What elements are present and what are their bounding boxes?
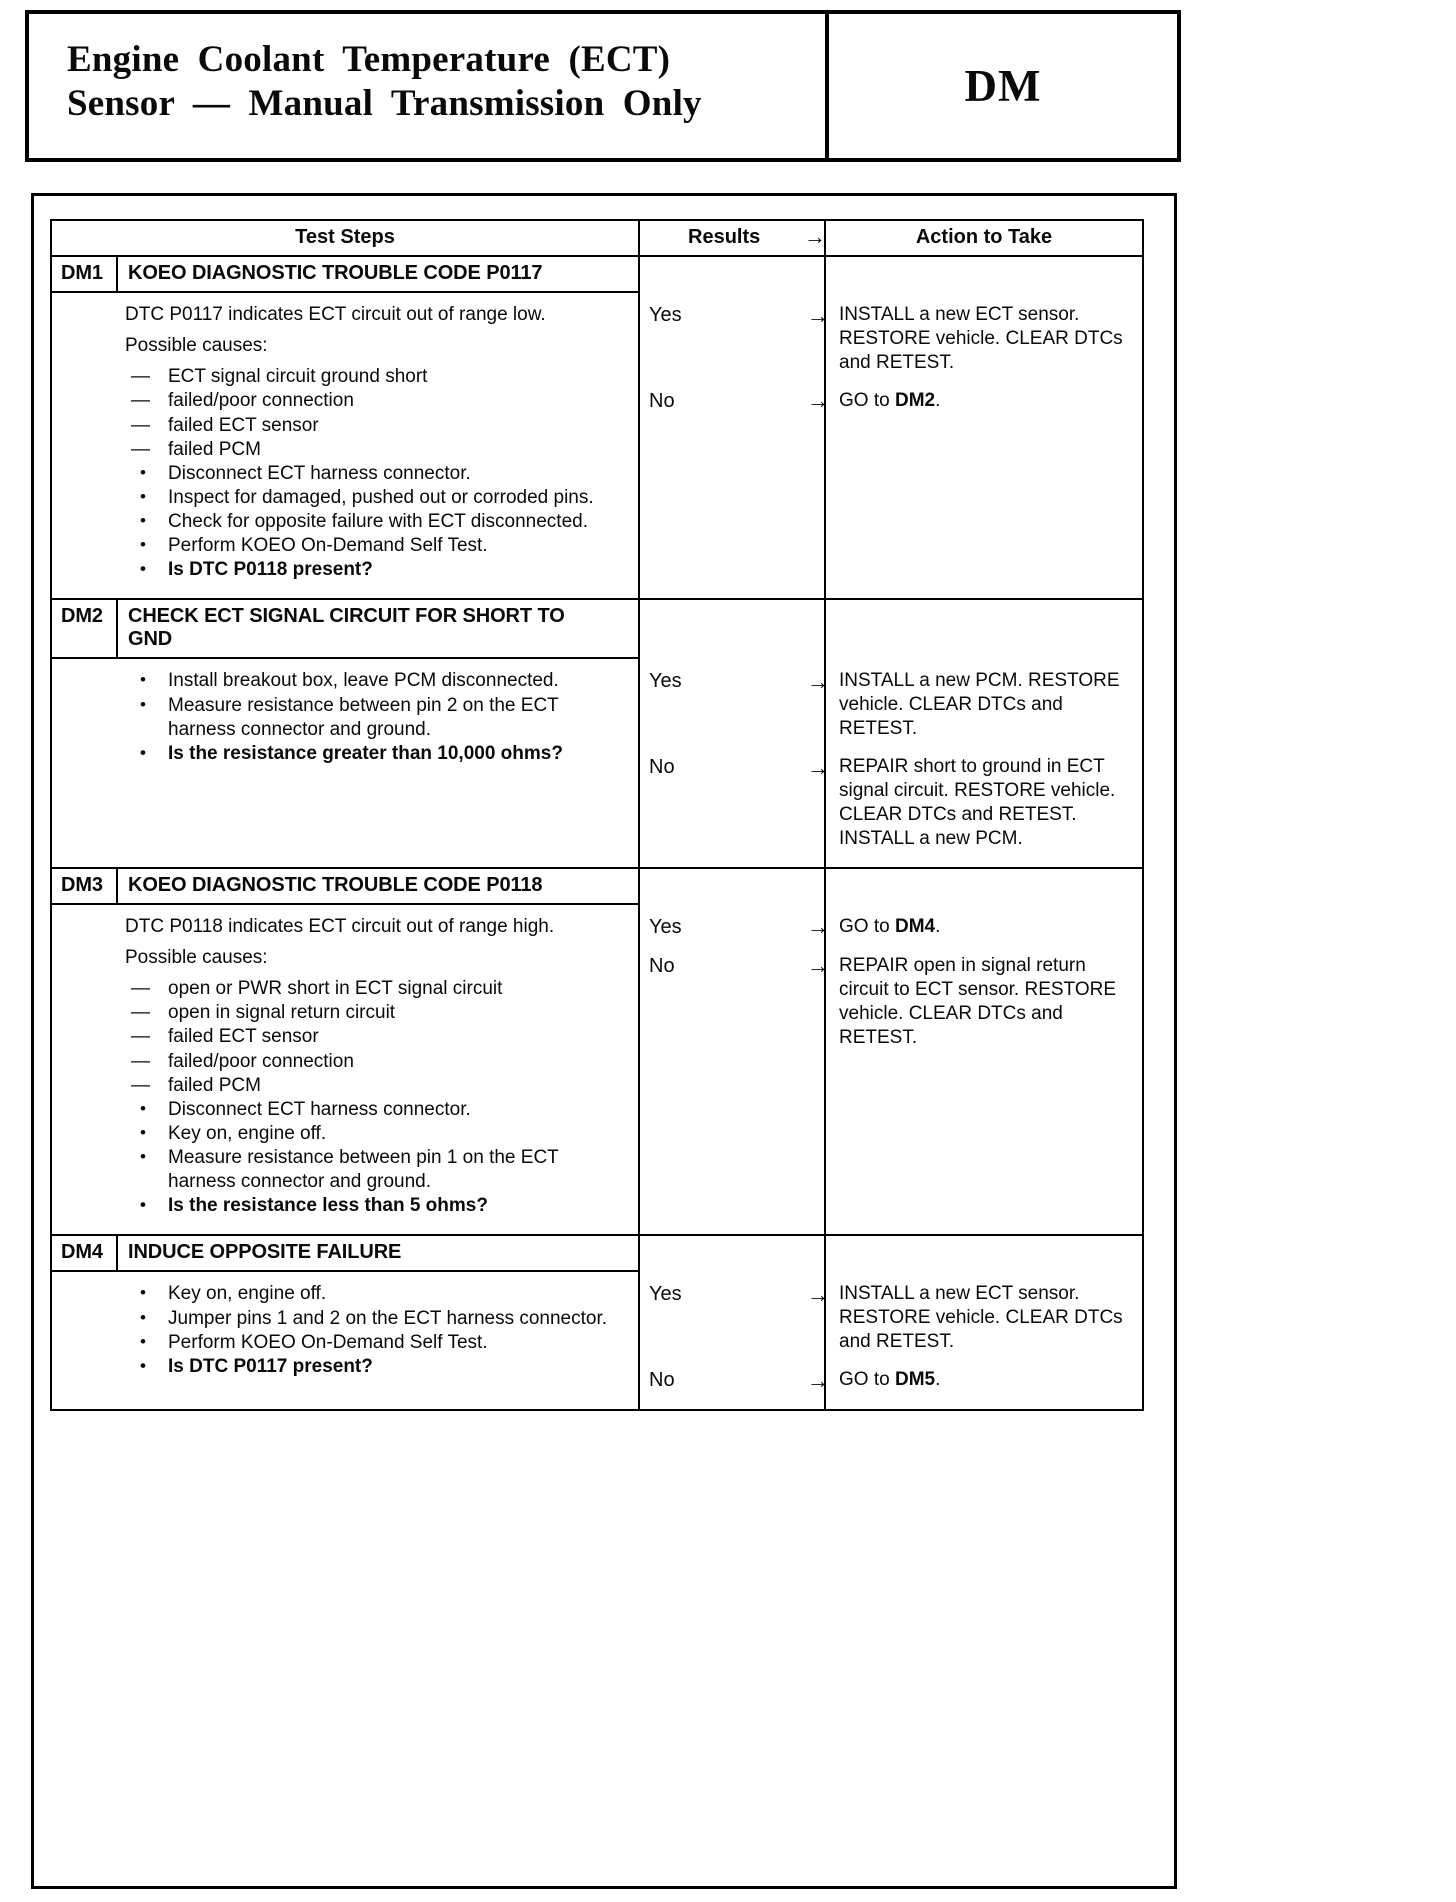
action-segment: DM2 [894, 389, 936, 411]
content-box [31, 193, 1177, 1889]
bullet-icon: • [140, 1307, 146, 1327]
bullet-icon: • [140, 1122, 146, 1142]
action-segment: GO to [839, 389, 895, 411]
action-text [826, 954, 1142, 1050]
results-list [640, 600, 1142, 867]
line-text: Inspect for damaged, pushed out or corroded pins. [168, 486, 594, 508]
action-text [826, 303, 1142, 375]
test-steps-cell [52, 1236, 640, 1409]
dash-icon: — [131, 978, 150, 1000]
action-segment: . [935, 389, 941, 411]
step-title-bar [52, 257, 638, 293]
results-action-cell [640, 600, 1142, 867]
document-header [25, 10, 1181, 162]
action-segment: DM5 [894, 1369, 936, 1391]
result-action-row [640, 389, 1142, 414]
result-label: Yes [649, 670, 682, 693]
bullet-icon: • [140, 1098, 146, 1118]
action-segment: GO to [839, 915, 895, 937]
steps-container [52, 257, 1142, 1409]
arrow-right-icon: → [807, 953, 829, 979]
step-paragraph [125, 915, 610, 939]
result-action-row [640, 915, 1142, 940]
step-paragraph [125, 946, 610, 970]
test-steps-cell [52, 600, 640, 867]
line-text: Possible causes: [125, 947, 268, 969]
bullet-icon: • [140, 1355, 146, 1375]
result-answer [640, 1281, 829, 1307]
line-text: Disconnect ECT harness connector. [168, 1098, 471, 1120]
arrow-right-icon: → [807, 388, 829, 414]
step-dash-item [125, 1001, 610, 1025]
result-label: No [649, 1369, 675, 1392]
line-text: failed PCM [168, 438, 261, 460]
step-bullet-item [125, 1307, 610, 1331]
result-answer [640, 668, 829, 694]
result-action-row [640, 755, 1142, 851]
bullet-icon: • [140, 462, 146, 482]
step-dash-item [125, 1025, 610, 1049]
step-bullet-item [125, 1122, 610, 1146]
bullet-icon: • [140, 486, 146, 506]
line-text: Is DTC P0118 present? [168, 559, 373, 581]
bullet-icon: • [140, 1331, 146, 1351]
arrow-right-icon: → [807, 754, 829, 780]
step-body [52, 659, 638, 782]
dash-icon: — [131, 1050, 150, 1072]
table-header-row [52, 221, 1142, 257]
action-text [826, 1282, 1142, 1354]
arrow-right-icon: → [807, 914, 829, 940]
line-text: Perform KOEO On-Demand Self Test. [168, 535, 488, 557]
line-text: Jumper pins 1 and 2 on the ECT harness connector. [168, 1307, 608, 1329]
arrow-right-icon: → [807, 302, 829, 328]
results-list [640, 257, 1142, 430]
page-title-line1: Engine Coolant Temperature (ECT) [67, 39, 671, 80]
page-title-line2: Sensor — Manual Transmission Only [67, 83, 702, 125]
bullet-icon: • [140, 1195, 146, 1215]
results-list [640, 869, 1142, 1066]
line-text: Check for opposite failure with ECT disconnected. [168, 511, 588, 532]
bullet-icon: • [140, 1147, 146, 1167]
line-text: ECT signal circuit ground short [168, 366, 428, 388]
line-text: Measure resistance between pin 2 on the ECT harness connector and ground. [168, 694, 559, 740]
arrow-right-icon: → [807, 1367, 829, 1393]
action-text [826, 389, 1142, 413]
results-action-cell [640, 1236, 1142, 1409]
step-title: KOEO DIAGNOSTIC TROUBLE CODE P0117 [128, 262, 543, 284]
result-label: No [649, 954, 675, 977]
step-bullet-item [125, 1146, 610, 1194]
result-answer [640, 1367, 829, 1393]
step-bullet-item [125, 694, 610, 742]
action-segment: REPAIR open in signal return circuit to ECT sensor. RESTORE vehicle. CLEAR DTCs and RETEST. [839, 954, 1116, 1048]
action-text [826, 755, 1142, 851]
line-text: Is the resistance greater than 10,000 ohms? [168, 742, 563, 764]
result-action-row [640, 303, 1142, 375]
bullet-icon: • [140, 670, 146, 690]
action-segment: . [935, 1369, 941, 1391]
line-text: Possible causes: [125, 335, 268, 357]
section-code: DM [964, 61, 1042, 111]
step-id: DM1 [52, 257, 118, 291]
result-answer [640, 914, 829, 940]
action-segment: INSTALL a new ECT sensor. RESTORE vehicle. CLEAR DTCs and RETEST. [839, 1283, 1123, 1353]
step-paragraph [125, 334, 610, 358]
result-action-row [640, 1282, 1142, 1354]
step-id: DM2 [52, 600, 118, 657]
step-dash-item [125, 1050, 610, 1074]
step-bullet-item [125, 1282, 610, 1306]
line-text: failed/poor connection [168, 1050, 354, 1072]
arrow-right-icon: → [807, 1281, 829, 1307]
line-text: Is DTC P0117 present? [168, 1355, 373, 1377]
step-title-bar [52, 600, 638, 659]
step-bullet-item [125, 1331, 610, 1355]
line-text: failed PCM [168, 1074, 261, 1096]
bullet-icon: • [140, 511, 146, 530]
step-bullet-item [125, 510, 610, 534]
test-steps-cell [52, 257, 640, 598]
dash-icon: — [131, 1026, 150, 1048]
step-body [52, 905, 638, 1235]
results-action-cell [640, 257, 1142, 598]
result-label: Yes [649, 1283, 682, 1306]
step-bullet-item [125, 462, 610, 486]
results-action-divider [824, 600, 826, 867]
page-title [67, 38, 825, 127]
document-header-right [825, 14, 1177, 158]
step-bullet-item [125, 1194, 610, 1218]
column-header-action: Action to Take [915, 226, 1053, 248]
action-segment: REPAIR short to ground in ECT signal circuit. RESTORE vehicle. CLEAR DTCs and RETEST. INSTALL a new PCM. [839, 756, 1116, 849]
step-id: DM4 [52, 1236, 118, 1270]
line-text: open or PWR short in ECT signal circuit [168, 978, 503, 1000]
action-segment: . [935, 915, 941, 937]
test-step-dm3 [52, 867, 1142, 1235]
action-text [826, 669, 1142, 741]
test-step-dm4 [52, 1234, 1142, 1409]
step-title-bar [52, 1236, 638, 1272]
line-text: failed ECT sensor [168, 1026, 319, 1048]
step-bullet-item [125, 1098, 610, 1122]
step-bullet-item [125, 558, 610, 582]
step-title: KOEO DIAGNOSTIC TROUBLE CODE P0118 [128, 873, 543, 896]
document-header-left [29, 14, 825, 158]
step-bullet-item [125, 669, 610, 693]
dash-icon: — [131, 414, 150, 436]
dash-icon: — [131, 390, 150, 412]
line-text: Perform KOEO On-Demand Self Test. [168, 1331, 488, 1353]
test-step-dm2 [52, 598, 1142, 867]
line-text: Key on, engine off. [168, 1122, 327, 1144]
result-label: No [649, 756, 675, 779]
arrow-right-icon: → [804, 224, 826, 250]
step-title: CHECK ECT SIGNAL CIRCUIT FOR SHORT TO GND [128, 605, 565, 651]
dash-icon: — [131, 366, 150, 388]
step-dash-item [125, 365, 610, 389]
result-action-row [640, 669, 1142, 741]
results-action-cell [640, 869, 1142, 1235]
step-dash-item [125, 438, 610, 462]
result-label: No [649, 389, 675, 412]
step-bullet-item [125, 742, 610, 766]
action-segment: INSTALL a new ECT sensor. RESTORE vehicle. CLEAR DTCs and RETEST. [839, 304, 1123, 373]
dash-icon: — [131, 1002, 150, 1024]
result-label: Yes [649, 304, 682, 326]
dash-icon: — [131, 438, 150, 460]
bullet-icon: • [140, 535, 146, 555]
bullet-icon: • [140, 559, 146, 579]
result-answer [640, 388, 829, 414]
diagnostic-table [50, 219, 1144, 1411]
step-id: DM3 [52, 869, 118, 903]
result-action-row [640, 1368, 1142, 1393]
bullet-icon: • [140, 1283, 146, 1303]
bullet-icon: • [140, 742, 146, 762]
step-title-bar [52, 869, 638, 905]
line-text: Key on, engine off. [168, 1283, 327, 1305]
result-answer [640, 953, 829, 979]
result-label: Yes [649, 915, 682, 938]
result-action-row [640, 954, 1142, 1050]
action-text [826, 915, 1142, 939]
step-bullet-item [125, 1355, 610, 1379]
step-bullet-item [125, 486, 610, 510]
test-steps-cell [52, 869, 640, 1235]
action-text [826, 1368, 1142, 1392]
line-text: DTC P0118 indicates ECT circuit out of range high. [125, 915, 555, 937]
line-text: Measure resistance between pin 1 on the ECT harness connector and ground. [168, 1147, 559, 1193]
step-body [52, 293, 638, 598]
line-text: failed/poor connection [168, 390, 354, 412]
arrow-right-icon: → [807, 668, 829, 694]
step-dash-item [125, 977, 610, 1001]
line-text: Install breakout box, leave PCM disconnected. [168, 670, 559, 692]
column-header-results [640, 221, 826, 255]
result-answer [640, 302, 829, 328]
line-text: failed ECT sensor [168, 414, 319, 436]
line-text: open in signal return circuit [168, 1002, 396, 1024]
line-text: Disconnect ECT harness connector. [168, 462, 471, 484]
action-segment: INSTALL a new PCM. RESTORE vehicle. CLEAR DTCs and RETEST. [839, 670, 1120, 740]
step-title: INDUCE OPPOSITE FAILURE [128, 1241, 402, 1264]
results-list [640, 1236, 1142, 1409]
step-paragraph [125, 303, 610, 327]
step-bullet-item [125, 534, 610, 558]
line-text: Is the resistance less than 5 ohms? [168, 1195, 488, 1217]
column-header-test-steps: Test Steps [52, 221, 640, 255]
step-dash-item [125, 1074, 610, 1098]
step-dash-item [125, 389, 610, 413]
results-header-label: Results [688, 226, 761, 248]
test-step-dm1 [52, 257, 1142, 598]
step-body [52, 1272, 638, 1395]
action-segment: GO to [839, 1369, 895, 1391]
bullet-icon: • [140, 694, 146, 714]
line-text: DTC P0117 indicates ECT circuit out of range low. [125, 304, 546, 325]
dash-icon: — [131, 1074, 150, 1096]
action-segment: DM4 [894, 915, 936, 937]
result-answer [640, 754, 829, 780]
step-dash-item [125, 414, 610, 438]
